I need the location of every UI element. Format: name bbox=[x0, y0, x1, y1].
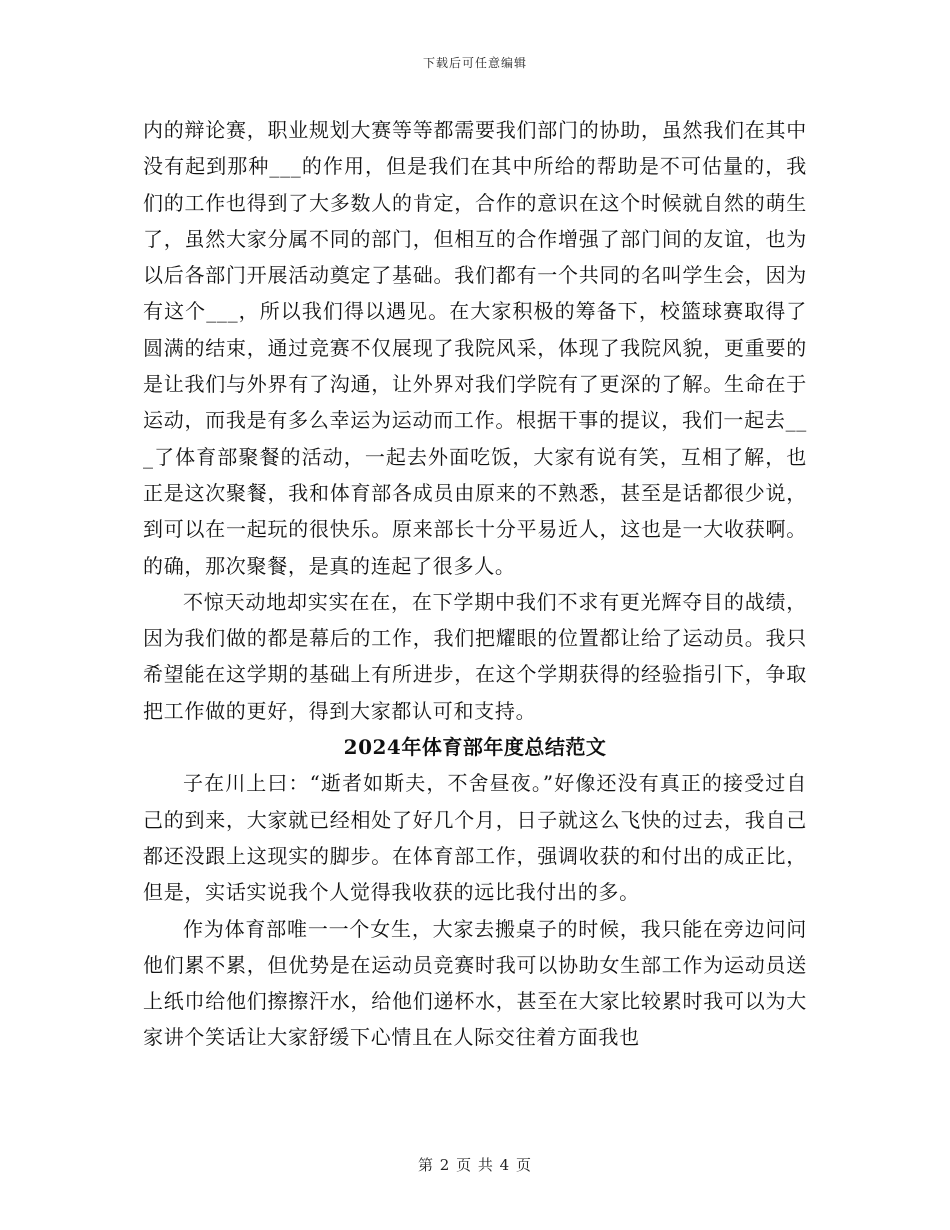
document-body bbox=[143, 112, 807, 1056]
paragraph: 作为体育部唯一一个女生，大家去搬桌子的时候，我只能在旁边问问他们累不累，但优势是在运动员竞赛时我可以协助女生部工作为运动员送上纸巾给他们擦擦汗水，给他们递杯水，甚至在大家比较累时我可以为大家讲个笑话让大家舒缓下心情且在人际交往着方面我也 bbox=[143, 916, 807, 1050]
section-title: 2024年体育部年度总结范文 bbox=[343, 735, 607, 760]
paragraph-continued: 内的辩论赛，职业规划大赛等等都需要我们部门的协助，虽然我们在其中没有起到那种___的作用，但是我们在其中所给的帮助是不可估量的，我们的工作也得到了大多数人的肯定，合作的意识在这个时候就自然的萌生了，虽然大家分属不同的部门，但相互的合作增强了部门间的友谊，也为以后各部门开展活动奠定了基础。我们都有一个共同的名叫学生会，因为有这个___，所以我们得以遇见。在大家积极的筹备下，校篮球赛取得了圆满的结束，通过竞赛不仅展现了我院风采，体现了我院风貌，更重要的是让我们与外界有了沟通，让外界对我们学院有了更深的了解。生命在于运动，而我是有多么幸运为运动而工作。根据干事的提议，我们一起去___了体育部聚餐的活动，一起去外面吃饭，大家有说有笑，互相了解，也正是这次聚餐，我和体育部各成员由原来的不熟悉，甚至是话都很少说，到可以在一起玩的很快乐。原来部长十分平易近人，这也是一大收获啊。的确，那次聚餐，是真的连起了很多人。 bbox=[143, 118, 807, 578]
paragraph: 子在川上曰：“逝者如斯夫，不舍昼夜。”好像还没有真正的接受过自己的到来，大家就已经相处了好几个月，日子就这么飞快的过去，我自己都还没跟上这现实的脚步。在体育部工作，强调收获的和付出的成正比，但是，实话实说我个人觉得我收获的远比我付出的多。 bbox=[143, 771, 807, 905]
paragraph: 不惊天动地却实实在在，在下学期中我们不求有更光辉夺目的战绩，因为我们做的都是幕后的工作，我们把耀眼的位置都让给了运动员。我只希望能在这学期的基础上有所进步，在这个学期获得的经验指引下，争取把工作做的更好，得到大家都认可和支持。 bbox=[143, 589, 807, 723]
page-header-note: 下载后可任意编辑 bbox=[422, 56, 527, 70]
page-number: 第 2 页 共 4 页 bbox=[418, 1156, 532, 1174]
